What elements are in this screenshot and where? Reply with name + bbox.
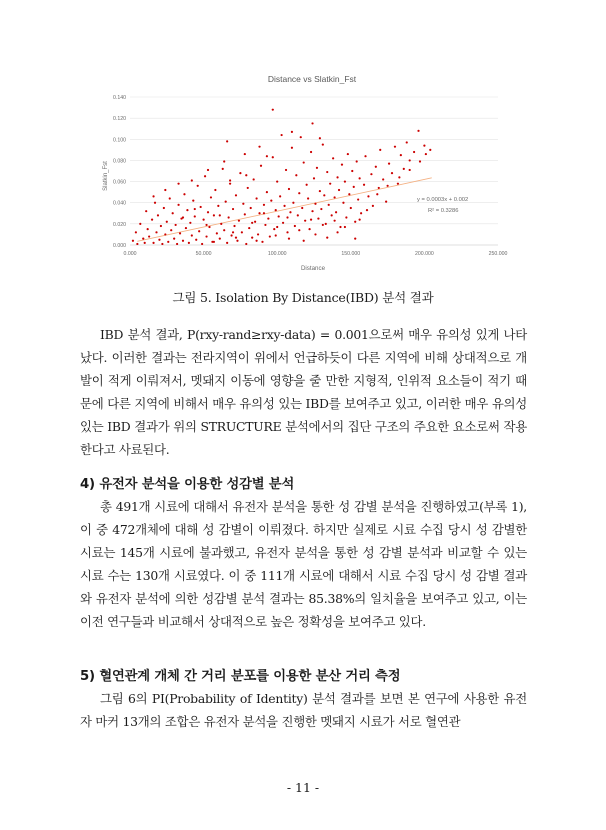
data-point [413, 151, 415, 153]
x-tick-label: 150.000 [341, 251, 361, 257]
data-point [310, 151, 312, 153]
data-point [419, 160, 421, 162]
data-point [266, 155, 268, 157]
data-point [155, 231, 157, 233]
data-point [142, 238, 144, 240]
data-point [164, 233, 166, 235]
data-point [425, 153, 427, 155]
data-point [336, 231, 338, 233]
data-point [272, 156, 274, 158]
data-point [217, 205, 219, 207]
data-point [204, 175, 206, 177]
data-point [357, 198, 359, 200]
data-point [429, 149, 431, 151]
data-point [345, 216, 347, 218]
data-point [366, 209, 368, 211]
x-tick-label: 100.000 [267, 251, 287, 257]
data-point [313, 177, 315, 179]
data-point [253, 178, 255, 180]
data-point [303, 161, 305, 163]
data-point [378, 187, 380, 189]
data-point [182, 240, 184, 242]
data-point [223, 229, 225, 231]
data-point [281, 134, 283, 136]
data-point [325, 223, 327, 225]
data-point [207, 211, 209, 213]
data-point [207, 169, 209, 171]
data-point [219, 214, 221, 216]
data-point [334, 220, 336, 222]
data-point [223, 160, 225, 162]
x-axis-label: Distance [300, 265, 326, 272]
data-point [367, 195, 369, 197]
data-point [251, 222, 253, 224]
data-point [200, 206, 202, 208]
data-point [260, 165, 262, 167]
data-point [228, 216, 230, 218]
data-point [364, 155, 366, 157]
data-point [322, 224, 324, 226]
x-tick-label: 250.000 [488, 251, 508, 257]
x-tick-label: 200.000 [415, 251, 434, 257]
data-point [279, 195, 281, 197]
data-point [152, 195, 154, 197]
data-point [229, 179, 231, 181]
data-point [334, 196, 336, 198]
data-point [397, 183, 399, 185]
data-point [255, 240, 257, 242]
data-point [179, 232, 181, 234]
data-point [163, 207, 165, 209]
data-point [247, 187, 249, 189]
data-point [250, 207, 252, 209]
data-point [170, 229, 172, 231]
data-point [195, 239, 197, 241]
data-point [316, 167, 318, 169]
data-point [295, 174, 297, 176]
y-tick-label: 0.100 [113, 137, 126, 144]
data-point [197, 185, 199, 187]
data-point [385, 201, 387, 203]
data-point [311, 122, 313, 124]
data-point [273, 228, 275, 230]
data-point [286, 216, 288, 218]
data-point [297, 214, 299, 216]
data-point [328, 204, 330, 206]
data-point [214, 189, 216, 191]
data-point [272, 109, 274, 111]
section-heading-5: 5) 혈연관계 개체 간 거리 분포를 이용한 분산 거리 측정 [80, 669, 401, 684]
data-point [276, 180, 278, 182]
data-point [238, 220, 240, 222]
data-point [301, 207, 303, 209]
x-axis-ticks [124, 251, 508, 257]
data-point [350, 207, 352, 209]
data-point [164, 189, 166, 191]
data-point [291, 147, 293, 149]
paragraph-ibd-result: IBD 분석 결과, P(rxy-rand≥rxy-data) = 0.001으로써 매우 유의성 있게 나타났다. 이러한 결과는 전라지역이 위에서 언급하듯이 다른 지역에 비해 상대적으로 개발이 적게 이뤄져서, 멧돼지 이동에 영향을 줄 만한 지형적, 인위적 요소들이 적기 때문에 다른 지역에 비해서 매우 유의성 있는 IBD를 보여주고 있고, 이러한 매우 유의성 있는 IBD 결과가 위의 STRUCTURE 분석에서의 집단 구조의 주요한 요소로써 작용한다고 사료된다. [80, 327, 527, 458]
data-point [348, 193, 350, 195]
data-point [417, 130, 419, 132]
data-point [283, 205, 285, 207]
data-point [152, 242, 154, 244]
data-point [311, 210, 313, 212]
figure-caption: 그림 5. Isolation By Distance(IBD) 분석 결과 [172, 290, 434, 305]
data-point [354, 221, 356, 223]
data-point [175, 224, 177, 226]
data-point [232, 231, 234, 233]
data-point [391, 172, 393, 174]
data-point [356, 160, 358, 162]
data-point [158, 239, 160, 241]
data-point [387, 185, 389, 187]
data-point [198, 230, 200, 232]
data-point [145, 210, 147, 212]
data-point [400, 154, 402, 156]
data-point [336, 176, 338, 178]
data-point [235, 194, 237, 196]
data-point [203, 219, 205, 221]
data-point [406, 141, 408, 143]
data-point [194, 215, 196, 217]
data-point [347, 153, 349, 155]
trend-r2: R² = 0.3286 [428, 208, 459, 214]
data-point [188, 242, 190, 244]
data-point [332, 157, 334, 159]
y-tick-label: 0.060 [113, 179, 126, 186]
data-point [167, 241, 169, 243]
data-point [351, 170, 353, 172]
data-point [236, 240, 238, 242]
data-point [201, 243, 203, 245]
data-point [241, 231, 243, 233]
data-point [147, 228, 149, 230]
chart-gridlines [130, 97, 498, 245]
data-point [276, 226, 278, 228]
data-point [235, 237, 237, 239]
data-point [292, 202, 294, 204]
data-point [394, 146, 396, 148]
data-point [144, 242, 146, 244]
data-point [161, 243, 163, 245]
data-point [230, 234, 232, 236]
data-point [226, 242, 228, 244]
data-point [177, 183, 179, 185]
data-point [157, 214, 159, 216]
data-point [226, 140, 228, 142]
data-point [285, 169, 287, 171]
paragraph-pi-analysis: 그림 6의 PI(Probability of Identity) 분석 결과를 보면 본 연구에 사용한 유전자 마커 13개의 조합은 유전자 분석을 진행한 멧돼지 시료가 서로 혈연관 [80, 691, 527, 730]
data-point [344, 180, 346, 182]
data-point [388, 163, 390, 165]
data-point [244, 213, 246, 215]
data-point [258, 146, 260, 148]
data-point [183, 193, 185, 195]
data-point [398, 176, 400, 178]
data-point [278, 215, 280, 217]
data-point [335, 211, 337, 213]
data-point [409, 159, 411, 161]
y-tick-label: 0.120 [113, 116, 126, 123]
y-tick-label: 0.000 [113, 243, 126, 249]
data-point [382, 178, 384, 180]
data-point [192, 200, 194, 202]
data-point [172, 212, 174, 214]
data-point [342, 202, 344, 204]
data-point [270, 200, 272, 202]
page-number: - 11 - [286, 780, 320, 795]
data-point [242, 203, 244, 205]
y-tick-label: 0.020 [113, 221, 126, 228]
data-point [266, 191, 268, 193]
data-point [314, 233, 316, 235]
data-point [370, 173, 372, 175]
data-point [264, 224, 266, 226]
data-point [331, 214, 333, 216]
data-point [359, 219, 361, 221]
data-point [135, 231, 137, 233]
data-point [220, 223, 222, 225]
data-point [288, 188, 290, 190]
data-point [423, 145, 425, 147]
data-point [257, 233, 259, 235]
data-point [173, 238, 175, 240]
data-point [304, 220, 306, 222]
data-point [139, 223, 141, 225]
scatter-chart [98, 66, 518, 278]
data-point [329, 183, 331, 185]
data-point [409, 169, 411, 171]
data-point [216, 232, 218, 234]
data-point [245, 174, 247, 176]
data-point [154, 202, 156, 204]
data-point [275, 234, 277, 236]
data-point [326, 237, 328, 239]
data-point [219, 238, 221, 240]
data-point [275, 209, 277, 211]
data-point [319, 137, 321, 139]
y-tick-label: 0.040 [113, 200, 126, 207]
data-point [136, 243, 138, 245]
y-tick-label: 0.140 [113, 95, 126, 101]
data-point [310, 219, 312, 221]
data-point [258, 212, 260, 214]
data-point [132, 240, 134, 242]
data-point [376, 193, 378, 195]
data-point [372, 205, 374, 207]
data-point [239, 172, 241, 174]
data-point [298, 229, 300, 231]
data-point [307, 197, 309, 199]
data-point [232, 208, 234, 210]
data-point [185, 227, 187, 229]
data-point [282, 222, 284, 224]
data-point [317, 217, 319, 219]
data-point [360, 212, 362, 214]
data-point [323, 194, 325, 196]
data-point [263, 212, 265, 214]
data-point [363, 184, 365, 186]
section-heading-4: 4) 유전자 분석을 이용한 성감별 분석 [80, 477, 295, 492]
data-point [339, 226, 341, 228]
chart-title: Distance vs Slatkin_Fst [267, 74, 357, 84]
data-point [255, 197, 257, 199]
data-point [341, 164, 343, 166]
data-point [151, 219, 153, 221]
x-tick-label: 0.000 [123, 251, 137, 257]
data-point [288, 238, 290, 240]
data-point [314, 203, 316, 205]
data-point [261, 241, 263, 243]
data-point [208, 226, 210, 228]
data-point [160, 225, 162, 227]
paragraph-sex-determination: 총 491개 시료에 대해서 유전자 분석을 통한 성 감별 분석을 진행하였고(부록 1), 이 중 472개체에 대해 성 감별이 이뤄졌다. 하지만 실제로 시료 수집 당시 성 감별한 시료는 145개 시료에 불과했고, 유전자 분석을 통한 성 감별 분석과 비교할 수 있는 시료 수는 130개 시료였다. 이 중 111개 시료에 대해서 시료 수집 당시 성 감별 결과와 유전자 분석에 의한 성감별 분석 결과는 85.38%의 일치율을 보여주고 있고, 이는 이전 연구들과 비교해서 상대적으로 높은 정확성을 보여주고 있다. [80, 499, 527, 630]
data-point [186, 209, 188, 211]
data-point [306, 184, 308, 186]
data-point [303, 240, 305, 242]
data-point [294, 225, 296, 227]
data-point [298, 192, 300, 194]
data-point [319, 190, 321, 192]
data-point [191, 234, 193, 236]
data-point [320, 208, 322, 210]
data-point [210, 196, 212, 198]
data-point [213, 214, 215, 216]
data-point [254, 221, 256, 223]
data-point [326, 171, 328, 173]
data-points [132, 109, 432, 245]
x-tick-label: 50.000 [195, 251, 212, 257]
data-point [267, 217, 269, 219]
data-point [177, 204, 179, 206]
data-point [244, 153, 246, 155]
data-point [225, 201, 227, 203]
data-point [245, 243, 247, 245]
data-point [344, 226, 346, 228]
data-point [263, 204, 265, 206]
data-point [322, 143, 324, 145]
data-point [289, 211, 291, 213]
data-point [286, 231, 288, 233]
y-tick-label: 0.080 [113, 158, 126, 165]
data-point [233, 225, 235, 227]
data-point [353, 186, 355, 188]
data-point [169, 197, 171, 199]
y-axis-label: Slatkin_Fst [103, 161, 109, 191]
data-point [189, 222, 191, 224]
y-axis-ticks [113, 95, 126, 249]
data-point [229, 183, 231, 185]
data-point [166, 221, 168, 223]
data-point [176, 243, 178, 245]
data-point [291, 131, 293, 133]
data-point [205, 235, 207, 237]
trend-equation: y = 0.0003x + 0.002 [417, 197, 469, 203]
data-point [359, 177, 361, 179]
trend-line [137, 178, 431, 241]
data-point [148, 235, 150, 237]
data-point [222, 168, 224, 170]
data-point [205, 224, 207, 226]
data-point [213, 241, 215, 243]
data-point [191, 179, 193, 181]
data-point [251, 237, 253, 239]
data-point [194, 208, 196, 210]
data-point [308, 228, 310, 230]
data-point [248, 227, 250, 229]
data-point [300, 136, 302, 138]
data-point [379, 149, 381, 151]
data-point [403, 168, 405, 170]
data-point [354, 238, 356, 240]
data-point [338, 189, 340, 191]
data-point [182, 216, 184, 218]
data-point [375, 166, 377, 168]
data-point [269, 235, 271, 237]
